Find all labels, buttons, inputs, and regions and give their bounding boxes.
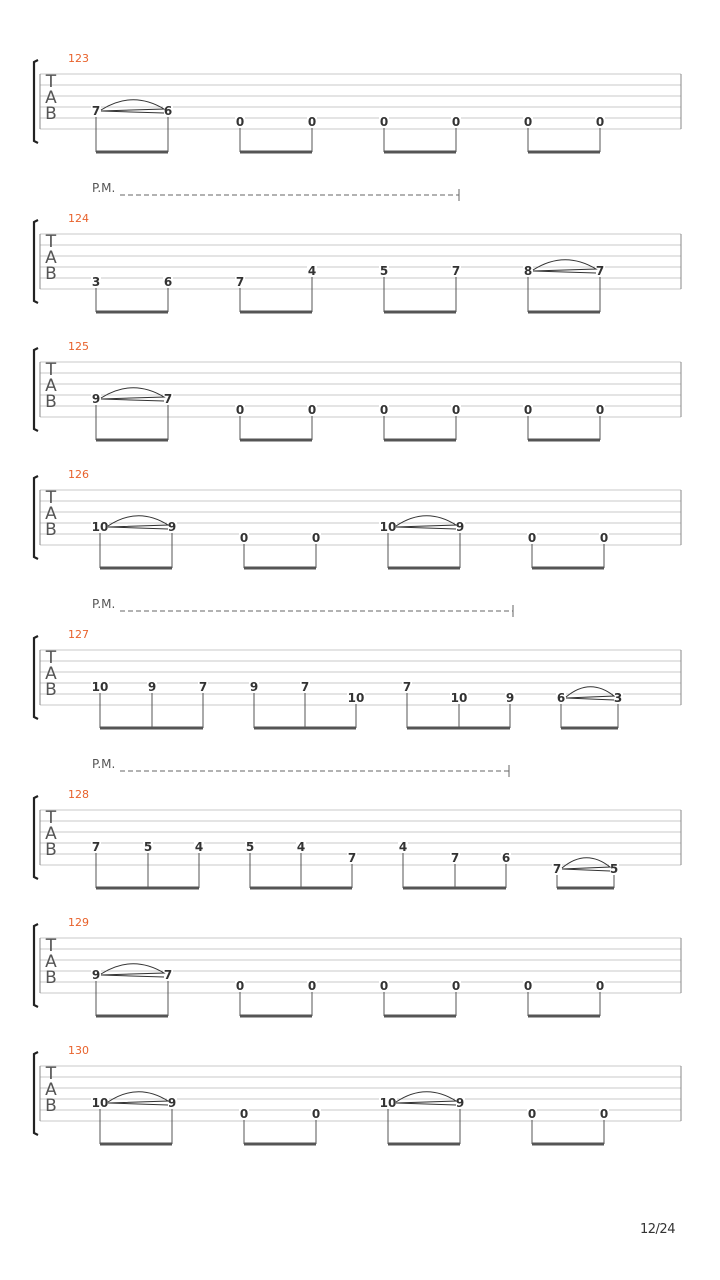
tie-arc xyxy=(396,1092,456,1103)
palm-mute-label: P.M. xyxy=(92,597,116,611)
slide-line xyxy=(101,111,164,113)
fret-number: 0 xyxy=(235,979,245,993)
fret-number: 5 xyxy=(245,840,255,854)
tab-clef-letter: A xyxy=(45,376,57,396)
tab-system xyxy=(34,181,681,312)
tab-clef-letter: B xyxy=(45,392,57,412)
tab-clef-letter: B xyxy=(45,840,57,860)
fret-number: 9 xyxy=(505,691,515,705)
fret-number: 4 xyxy=(307,264,317,278)
page-number: 12/24 xyxy=(640,1222,675,1237)
fret-number: 0 xyxy=(523,979,533,993)
tab-system xyxy=(34,340,681,440)
fret-number: 7 xyxy=(91,104,101,118)
tie-arc xyxy=(533,260,596,271)
fret-number: 7 xyxy=(91,840,101,854)
fret-number: 7 xyxy=(552,862,562,876)
fret-number: 0 xyxy=(379,115,389,129)
fret-number: 9 xyxy=(167,1096,177,1110)
fret-number: 9 xyxy=(249,680,259,694)
system-bracket xyxy=(34,220,38,303)
fret-number: 5 xyxy=(609,862,619,876)
tie-arc xyxy=(101,100,164,111)
fret-number: 4 xyxy=(296,840,306,854)
slide-line xyxy=(396,527,456,529)
fret-number: 0 xyxy=(523,403,533,417)
palm-mute-label: P.M. xyxy=(92,181,116,195)
tab-clef-letter: T xyxy=(45,1064,57,1084)
fret-number: 0 xyxy=(527,531,537,545)
fret-number: 0 xyxy=(527,1107,537,1121)
tab-clef-letter: A xyxy=(45,504,57,524)
measure-number: 126 xyxy=(68,468,89,481)
fret-number: 9 xyxy=(91,392,101,406)
fret-number: 5 xyxy=(379,264,389,278)
system-bracket xyxy=(34,476,38,559)
measure-number: 128 xyxy=(68,788,89,801)
tab-clef-letter: A xyxy=(45,1080,57,1100)
fret-number: 10 xyxy=(91,680,109,694)
system-bracket xyxy=(34,60,38,143)
fret-number: 7 xyxy=(595,264,605,278)
tab-clef-letter: B xyxy=(45,264,57,284)
fret-number: 10 xyxy=(347,691,365,705)
system-bracket xyxy=(34,348,38,431)
fret-number: 10 xyxy=(379,520,397,534)
slide-line xyxy=(396,1103,456,1105)
fret-number: 10 xyxy=(450,691,468,705)
tab-clef-letter: T xyxy=(45,648,57,668)
measure-number: 129 xyxy=(68,916,89,929)
fret-number: 7 xyxy=(198,680,208,694)
fret-number: 0 xyxy=(311,531,321,545)
tab-clef-letter: A xyxy=(45,824,57,844)
fret-number: 7 xyxy=(300,680,310,694)
fret-number: 8 xyxy=(523,264,533,278)
tab-clef-letter: A xyxy=(45,952,57,972)
tab-clef-letter: B xyxy=(45,104,57,124)
fret-number: 9 xyxy=(455,1096,465,1110)
tab-clef-letter: A xyxy=(45,664,57,684)
slide-line xyxy=(566,698,614,700)
slide-line xyxy=(108,1103,168,1105)
tab-clef-letter: T xyxy=(45,488,57,508)
fret-number: 4 xyxy=(194,840,204,854)
slide-line xyxy=(108,527,168,529)
system-bracket xyxy=(34,1052,38,1135)
system-bracket xyxy=(34,924,38,1007)
tab-clef-letter: T xyxy=(45,232,57,252)
tab-system xyxy=(34,757,681,888)
fret-number: 7 xyxy=(235,275,245,289)
fret-number: 0 xyxy=(599,531,609,545)
tab-clef-letter: B xyxy=(45,680,57,700)
system-bracket xyxy=(34,796,38,879)
fret-number: 7 xyxy=(163,968,173,982)
tie-arc xyxy=(101,388,164,399)
tie-arc xyxy=(566,687,614,698)
fret-number: 10 xyxy=(379,1096,397,1110)
tab-clef-letter: T xyxy=(45,72,57,92)
fret-number: 0 xyxy=(595,115,605,129)
measure-number: 125 xyxy=(68,340,89,353)
fret-number: 3 xyxy=(613,691,623,705)
fret-number: 0 xyxy=(451,115,461,129)
fret-number: 3 xyxy=(91,275,101,289)
tie-arc xyxy=(396,516,456,527)
tab-system xyxy=(34,52,681,152)
fret-number: 0 xyxy=(307,979,317,993)
tab-system xyxy=(34,468,681,568)
tie-arc xyxy=(108,516,168,527)
tie-arc xyxy=(562,858,610,869)
fret-number: 6 xyxy=(501,851,511,865)
tab-system xyxy=(34,1044,681,1144)
slide-line xyxy=(101,975,164,977)
tab-clef-letter: T xyxy=(45,808,57,828)
slide-line xyxy=(562,869,610,871)
fret-number: 7 xyxy=(347,851,357,865)
tie-arc xyxy=(101,964,164,975)
fret-number: 0 xyxy=(595,403,605,417)
fret-number: 0 xyxy=(235,115,245,129)
fret-number: 9 xyxy=(91,968,101,982)
fret-number: 0 xyxy=(239,531,249,545)
fret-number: 9 xyxy=(455,520,465,534)
fret-number: 10 xyxy=(91,520,109,534)
tab-clef-letter: T xyxy=(45,936,57,956)
slide-line xyxy=(101,399,164,401)
fret-number: 0 xyxy=(307,403,317,417)
fret-number: 0 xyxy=(595,979,605,993)
system-bracket xyxy=(34,636,38,719)
fret-number: 0 xyxy=(379,979,389,993)
fret-number: 6 xyxy=(556,691,566,705)
fret-number: 4 xyxy=(398,840,408,854)
measure-number: 123 xyxy=(68,52,89,65)
slide-line xyxy=(533,271,596,273)
fret-number: 0 xyxy=(239,1107,249,1121)
fret-number: 0 xyxy=(451,403,461,417)
fret-number: 10 xyxy=(91,1096,109,1110)
tab-clef-letter: T xyxy=(45,360,57,380)
fret-number: 0 xyxy=(451,979,461,993)
measure-number: 124 xyxy=(68,212,89,225)
fret-number: 0 xyxy=(307,115,317,129)
fret-number: 0 xyxy=(311,1107,321,1121)
tab-clef-letter: B xyxy=(45,520,57,540)
fret-number: 7 xyxy=(163,392,173,406)
tie-arc xyxy=(108,1092,168,1103)
fret-number: 9 xyxy=(147,680,157,694)
palm-mute-label: P.M. xyxy=(92,757,116,771)
measure-number: 130 xyxy=(68,1044,89,1057)
fret-number: 0 xyxy=(235,403,245,417)
fret-number: 0 xyxy=(379,403,389,417)
tab-clef-letter: B xyxy=(45,968,57,988)
fret-number: 7 xyxy=(402,680,412,694)
fret-number: 9 xyxy=(167,520,177,534)
fret-number: 5 xyxy=(143,840,153,854)
fret-number: 6 xyxy=(163,275,173,289)
measure-number: 127 xyxy=(68,628,89,641)
fret-number: 6 xyxy=(163,104,173,118)
fret-number: 0 xyxy=(599,1107,609,1121)
tab-system xyxy=(34,916,681,1016)
tab-clef-letter: B xyxy=(45,1096,57,1116)
fret-number: 7 xyxy=(451,264,461,278)
tab-clef-letter: A xyxy=(45,88,57,108)
tab-system xyxy=(34,597,681,728)
fret-number: 7 xyxy=(450,851,460,865)
tab-clef-letter: A xyxy=(45,248,57,268)
fret-number: 0 xyxy=(523,115,533,129)
